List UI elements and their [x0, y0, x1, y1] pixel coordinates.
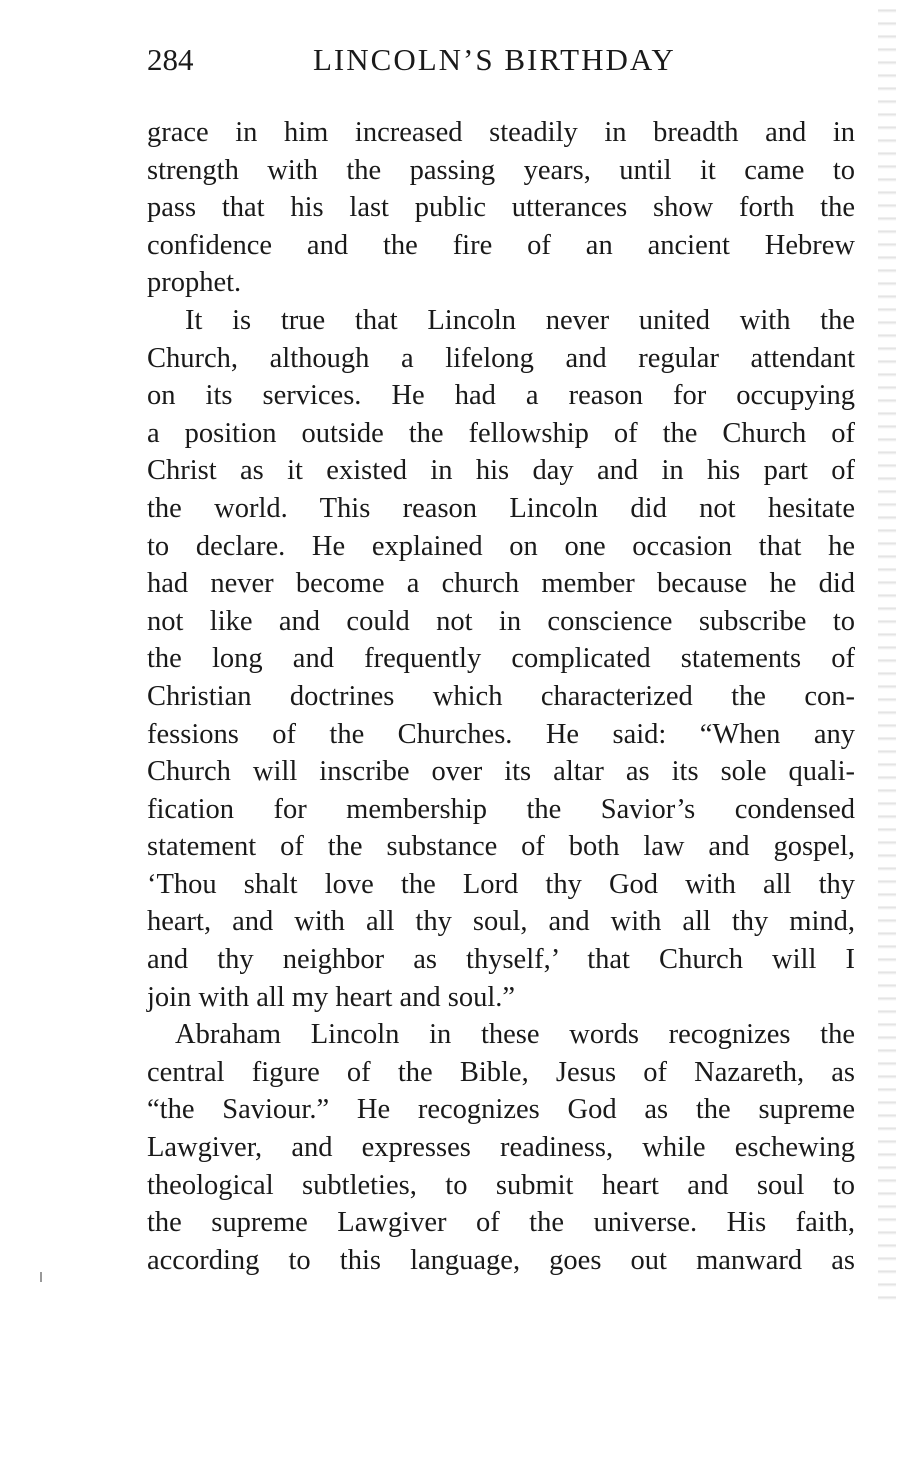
text-line: the supreme Lawgiver of the universe. His faith, — [147, 1207, 855, 1239]
text-line: to declare. He explained on one occasion that he — [147, 530, 855, 562]
text-line: “the Saviour.” He recognizes God as the supreme — [147, 1094, 855, 1126]
text-line: central figure of the Bible, Jesus of Nazareth, as — [147, 1056, 855, 1088]
text-line: heart, and with all thy soul, and with all thy mind, — [147, 906, 855, 938]
text-line: a position outside the fellowship of the Church of — [147, 417, 855, 449]
text-line: join with all my heart and soul.” — [147, 981, 516, 1013]
text-line: It is true that Lincoln never united with the — [185, 304, 855, 336]
text-line: had never become a church member because he did — [147, 568, 855, 600]
text-line: on its services. He had a reason for occupying — [147, 380, 855, 412]
scan-edge-artifact — [878, 0, 896, 1300]
text-line: strength with the passing years, until it came to — [147, 154, 855, 186]
text-line: according to this language, goes out manward as — [147, 1244, 855, 1276]
text-line: Abraham Lincoln in these words recognizes the — [175, 1019, 855, 1051]
page-number: 284 — [147, 42, 194, 77]
body-text — [147, 114, 855, 1279]
text-line: not like and could not in conscience subscribe to — [147, 605, 855, 637]
text-line: confidence and the fire of an ancient Hebrew — [147, 229, 855, 261]
running-head — [147, 42, 867, 90]
text-line: fication for membership the Savior’s condensed — [147, 793, 855, 825]
running-title: LINCOLN’S BIRTHDAY — [313, 42, 676, 77]
text-line: statement of the substance of both law and gospel, — [147, 831, 855, 863]
text-line: ‘Thou shalt love the Lord thy God with all thy — [147, 868, 855, 900]
text-line: pass that his last public utterances show forth the — [147, 192, 855, 224]
text-line: the world. This reason Lincoln did not hesitate — [147, 492, 855, 524]
text-line: Christian doctrines which characterized the con- — [147, 680, 855, 712]
text-line: grace in him increased steadily in breadth and in — [147, 117, 855, 148]
text-line: prophet. — [147, 267, 242, 299]
text-line: fessions of the Churches. He said: “When any — [147, 718, 855, 750]
text-line: and thy neighbor as thyself,’ that Church will I — [147, 944, 855, 976]
scan-speck — [40, 1272, 42, 1282]
text-line: the long and frequently complicated statements of — [147, 643, 855, 675]
text-line: Lawgiver, and expresses readiness, while eschewing — [147, 1132, 855, 1164]
text-line: Church, although a lifelong and regular attendant — [147, 342, 855, 374]
text-line: Church will inscribe over its altar as its sole quali- — [147, 756, 855, 788]
text-line: theological subtleties, to submit heart and soul to — [147, 1169, 855, 1201]
text-line: Christ as it existed in his day and in his part of — [147, 455, 855, 487]
